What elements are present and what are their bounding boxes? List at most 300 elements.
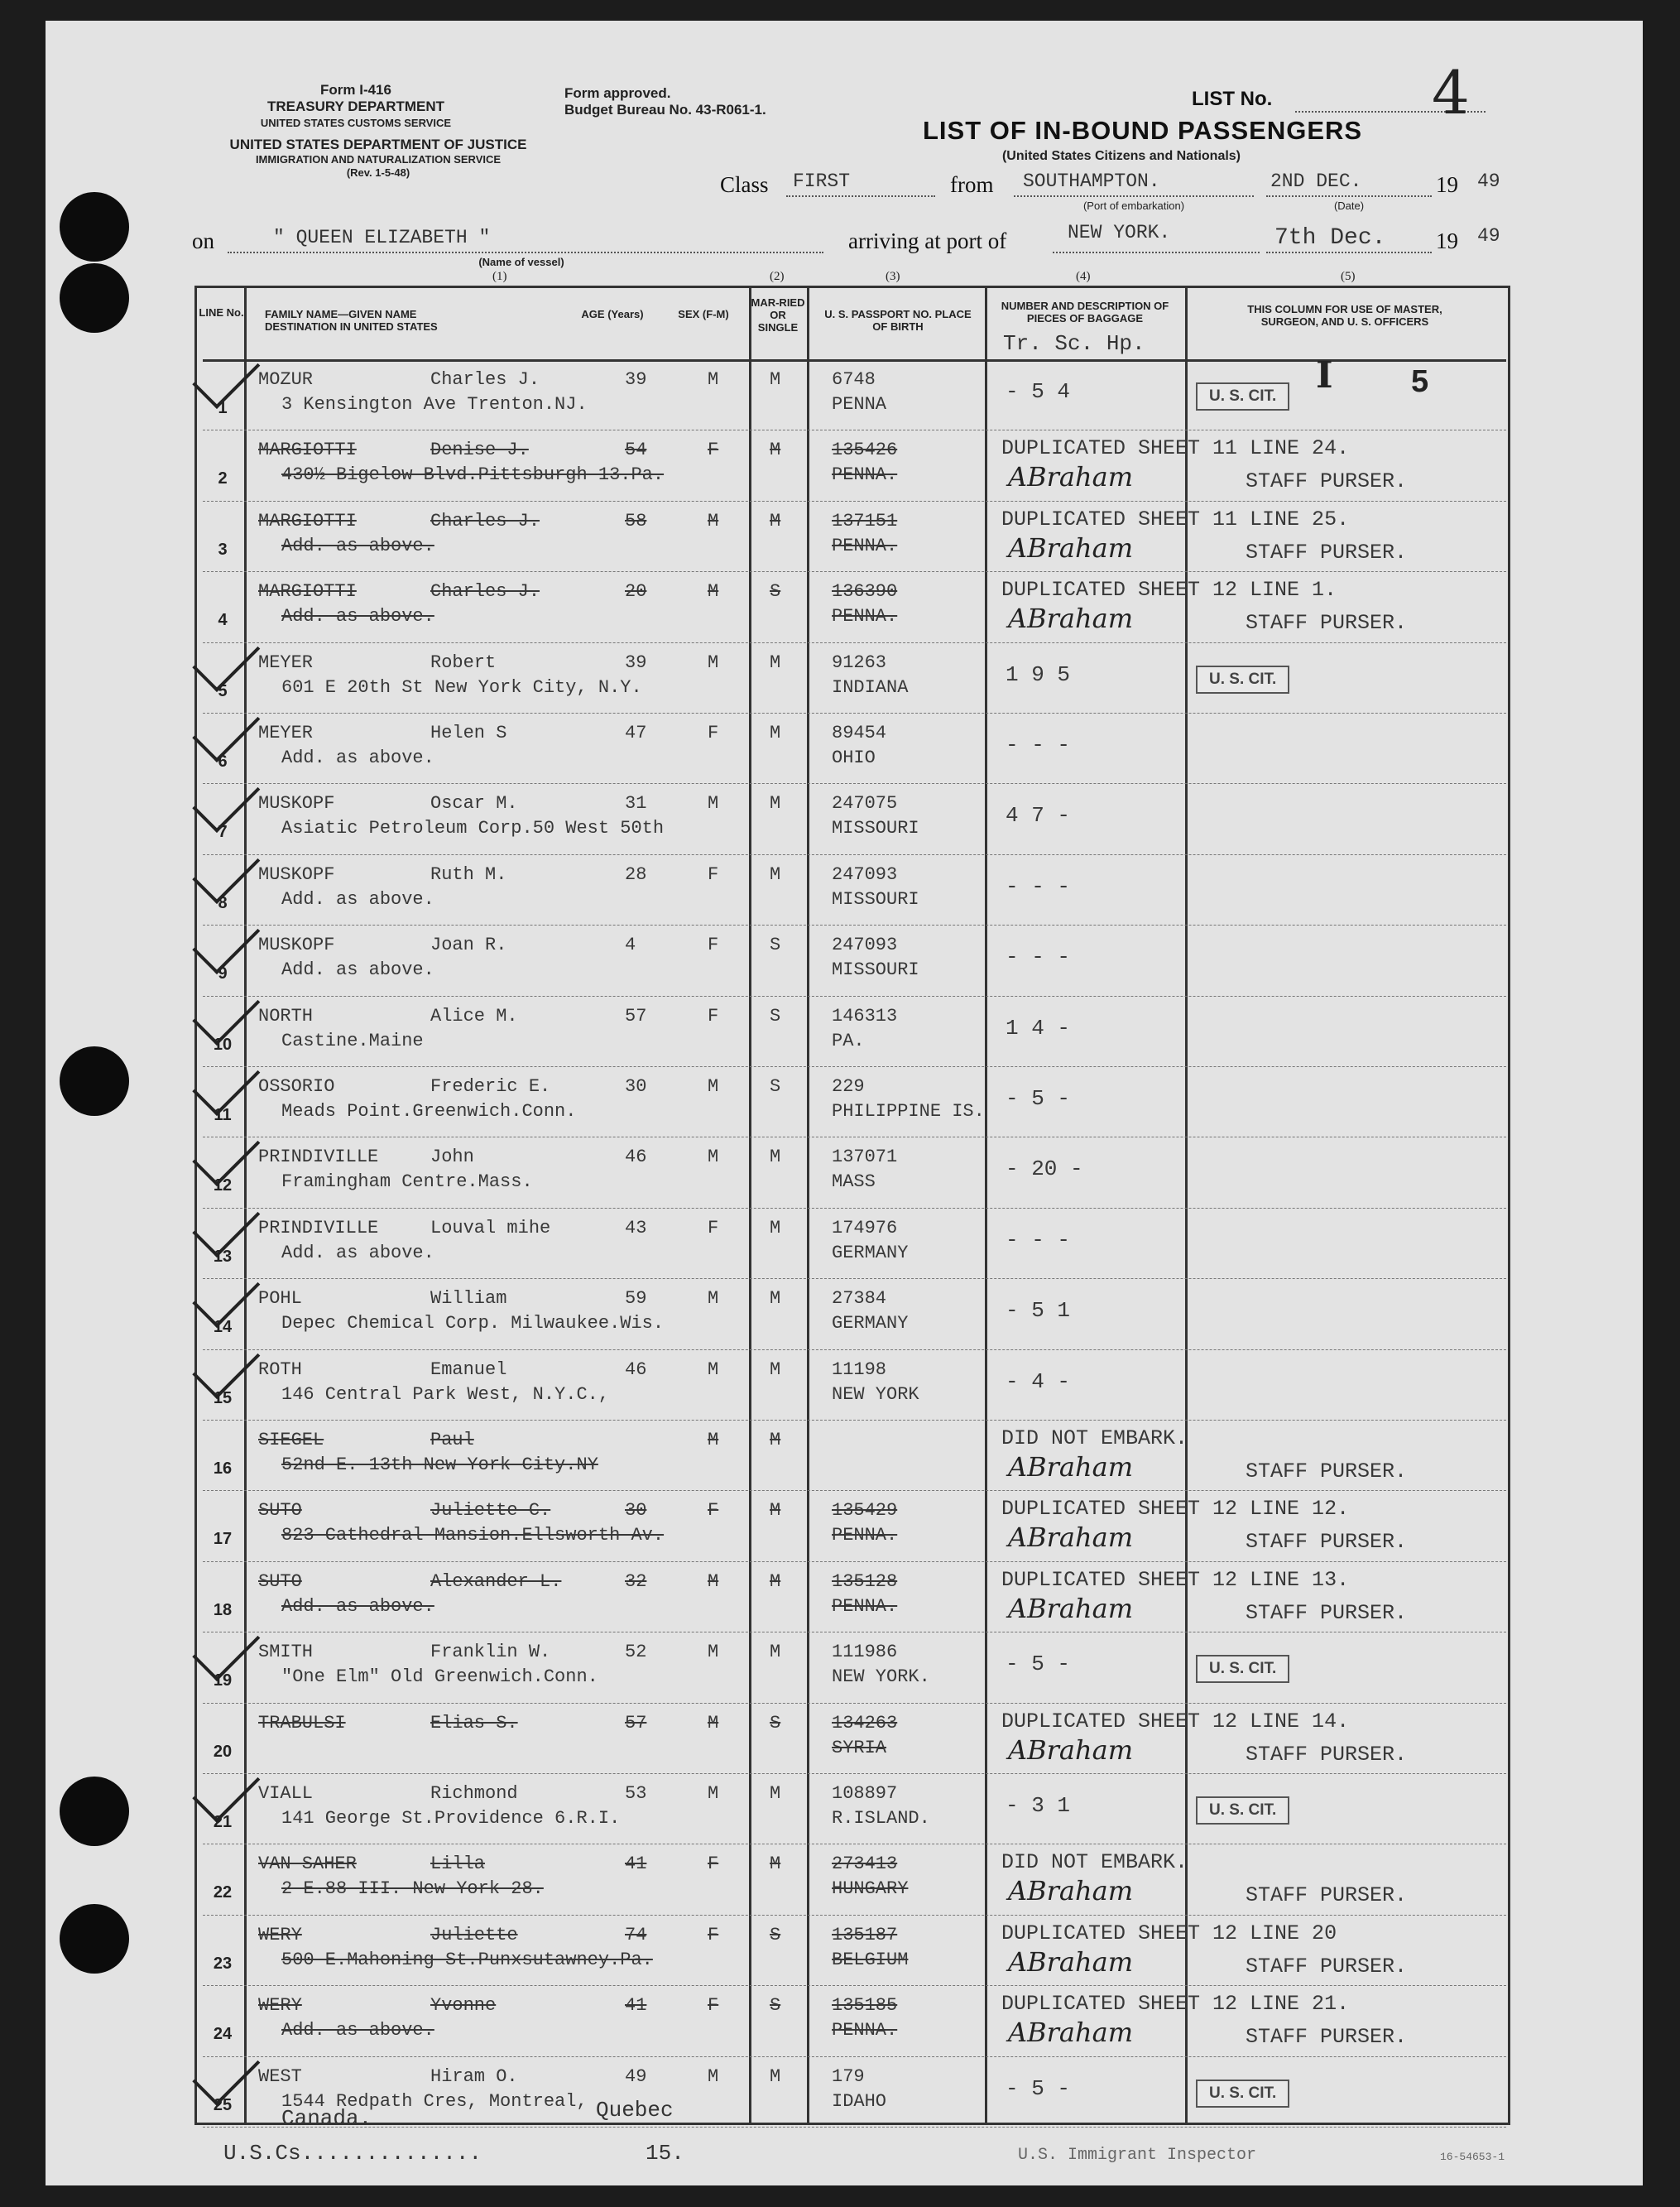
passport-number: 135187 [832, 1924, 898, 1945]
row-divider [203, 1703, 1506, 1704]
arrival-date-line [1266, 252, 1432, 253]
baggage-count: - - - [1006, 733, 1071, 757]
family-name: MUSKOPF [258, 793, 335, 815]
passport-number: 11198 [832, 1358, 887, 1380]
place-of-birth: GERMANY [832, 1313, 909, 1334]
place-of-birth: MISSOURI [832, 959, 919, 981]
passport-number: 179 [832, 2065, 865, 2087]
given-name: Paul [430, 1430, 474, 1450]
row-divider [203, 1490, 1506, 1491]
given-name: Juliette C. [430, 1500, 551, 1522]
vessel-name: " QUEEN ELIZABETH " [273, 227, 491, 248]
passport-number: 247093 [832, 935, 898, 956]
age: 41 [625, 1854, 647, 1875]
passport-number: 135429 [832, 1500, 898, 1522]
destination: Add. as above. [281, 606, 434, 627]
married-single: S [770, 581, 781, 603]
passport-number: 247075 [832, 793, 898, 815]
married-single: S [770, 1995, 781, 2017]
married-single: M [770, 1430, 781, 1450]
given-name: Alexander L. [430, 1570, 562, 1592]
depart-date: 2ND DEC. [1270, 171, 1362, 192]
staff-purser: STAFF PURSER. [1246, 1530, 1408, 1555]
class-line [786, 195, 935, 197]
purser-signature: ABraham [1008, 2017, 1134, 2049]
family-name: PRINDIVILLE [258, 1147, 379, 1168]
row-divider [203, 1066, 1506, 1067]
passport-number: 89454 [832, 723, 887, 743]
class-value: FIRST [793, 171, 851, 192]
married-single: S [770, 1005, 781, 1027]
married-single: M [770, 1500, 781, 1522]
family-name: MOZUR [258, 369, 314, 390]
row-divider [203, 854, 1506, 855]
family-name: VAN SAHER [258, 1854, 357, 1875]
year2: 49 [1477, 225, 1500, 247]
destination: Add. as above. [281, 959, 434, 981]
given-name: Charles J. [430, 581, 540, 603]
destination: 601 E 20th St New York City, N.Y. [281, 676, 642, 698]
row-divider [203, 713, 1506, 714]
given-name: Emanuel [430, 1358, 507, 1380]
family-name: MUSKOPF [258, 863, 335, 885]
arriving-label: arriving at port of [848, 228, 1007, 253]
officer-note: DID NOT EMBARK. [1001, 1426, 1188, 1450]
destination: Add. as above. [281, 748, 434, 768]
date-line [1266, 195, 1432, 197]
officer-note: DUPLICATED SHEET 12 LINE 12. [1001, 1497, 1350, 1522]
line-number: 8 [218, 893, 228, 912]
destination: Add. as above. [281, 1242, 434, 1263]
arrival-date: 7th Dec. [1274, 225, 1386, 251]
age: 57 [625, 1005, 647, 1027]
row-divider [203, 1349, 1506, 1350]
col-number-4: (4) [1076, 270, 1091, 283]
staff-purser: STAFF PURSER. [1246, 1459, 1408, 1483]
customs-service: UNITED STATES CUSTOMS SERVICE [260, 117, 452, 129]
punch-hole [60, 192, 129, 262]
staff-purser: STAFF PURSER. [1246, 611, 1408, 636]
line-number: 2 [218, 469, 228, 488]
married-single: M [770, 440, 781, 461]
destination: Add. as above. [281, 535, 434, 556]
place-of-birth: PA. [832, 1030, 865, 1051]
destination: Castine.Maine [281, 1030, 424, 1051]
officer-note: DUPLICATED SHEET 12 LINE 20 [1001, 1921, 1337, 1945]
sex: M [708, 652, 719, 673]
age: 46 [625, 1147, 647, 1168]
given-name: Yvonne [430, 1995, 497, 2017]
passport-number: 108897 [832, 1783, 898, 1804]
line-number: 13 [213, 1247, 233, 1266]
officer-note: DID NOT EMBARK. [1001, 1850, 1188, 1875]
family-name: SIEGEL [258, 1430, 324, 1450]
line-number: 22 [213, 1883, 233, 1902]
staff-purser: STAFF PURSER. [1246, 1600, 1408, 1625]
sex: F [708, 1924, 719, 1945]
baggage-count: - - - [1006, 873, 1071, 899]
age: 53 [625, 1783, 647, 1804]
age: 20 [625, 581, 647, 603]
row-divider [203, 783, 1506, 784]
family-name: WERY [258, 1995, 302, 2017]
purser-signature: ABraham [1008, 1945, 1134, 1978]
married-single: M [770, 510, 781, 531]
footer-canada: Canada. [281, 2106, 372, 2131]
line-number: 6 [218, 752, 228, 771]
from-line [1014, 195, 1254, 197]
row-divider [203, 1915, 1506, 1916]
age: 43 [625, 1217, 647, 1238]
married-single: M [770, 1358, 781, 1380]
destination: 3 Kensington Ave Trenton.NJ. [281, 394, 588, 415]
baggage-count: - 5 1 [1006, 1298, 1071, 1324]
given-name: Louval mihe [430, 1217, 551, 1238]
family-name: MARGIOTTI [258, 440, 357, 461]
baggage-count: - 3 1 [1006, 1793, 1071, 1818]
immigrant-inspector: U.S. Immigrant Inspector [1018, 2146, 1257, 2165]
given-name: Robert [430, 652, 497, 673]
officer-note: DUPLICATED SHEET 12 LINE 21. [1001, 1992, 1350, 2017]
destination: Add. as above. [281, 888, 434, 910]
sex: M [708, 581, 719, 603]
family-name: ROTH [258, 1358, 302, 1380]
us-citizens-label: U.S.Cs.............. [223, 2141, 482, 2166]
line-number: 24 [213, 2025, 233, 2044]
sex: F [708, 1005, 719, 1027]
place-of-birth: IDAHO [832, 2090, 887, 2112]
col-married: MAR-RIED OR SINGLE [751, 296, 805, 334]
row-divider [203, 925, 1506, 926]
destination: 52nd E. 13th New York City.NY [281, 1455, 598, 1475]
destination: Depec Chemical Corp. Milwaukee.Wis. [281, 1313, 665, 1334]
family-name: MARGIOTTI [258, 510, 357, 531]
family-name: SMITH [258, 1642, 314, 1663]
family-name: SUTO [258, 1500, 302, 1522]
revision: (Rev. 1-5-48) [346, 166, 410, 179]
staff-purser: STAFF PURSER. [1246, 1954, 1408, 1979]
line-number: 15 [213, 1388, 233, 1407]
destination: Asiatic Petroleum Corp.50 West 50th [281, 818, 665, 839]
punch-hole [60, 263, 129, 333]
year1-prefix: 19 [1436, 172, 1458, 197]
place-of-birth: SYRIA [832, 1737, 887, 1758]
col-line-no: LINE No. [199, 306, 244, 319]
place-of-birth: MISSOURI [832, 818, 919, 839]
baggage-count: - 20 - [1006, 1156, 1083, 1182]
sex: M [708, 369, 719, 390]
family-name: NORTH [258, 1005, 314, 1027]
married-single: M [770, 793, 781, 815]
passport-number: 137071 [832, 1147, 898, 1168]
family-name: TRABULSI [258, 1712, 346, 1733]
line-number: 25 [213, 2095, 233, 2114]
year1: 49 [1477, 171, 1500, 192]
age: 41 [625, 1995, 647, 2017]
officer-mark-i: I [1316, 354, 1333, 397]
line-number: 10 [213, 1035, 233, 1054]
age: 59 [625, 1288, 647, 1310]
line-number: 21 [213, 1813, 233, 1831]
line-number: 16 [213, 1459, 233, 1478]
destination: 2 E.88 III. New York 28. [281, 1878, 544, 1900]
row-divider [203, 1985, 1506, 1986]
destination: Meads Point.Greenwich.Conn. [281, 1101, 577, 1122]
age: 54 [625, 440, 647, 461]
sex: M [708, 1430, 719, 1450]
married-single: S [770, 1712, 781, 1733]
baggage-count: - 5 - [1006, 2075, 1071, 2101]
passport-number: 111986 [832, 1642, 898, 1663]
class-label: Class [720, 172, 769, 197]
sex: F [708, 935, 719, 956]
officer-note: DUPLICATED SHEET 11 LINE 24. [1001, 436, 1350, 461]
col-number-2: (2) [770, 270, 785, 283]
baggage-subheader: Tr. Sc. Hp. [1003, 331, 1145, 356]
sex: M [708, 1147, 719, 1168]
place-of-birth: PENNA. [832, 1595, 898, 1617]
given-name: William [430, 1288, 507, 1310]
officer-note: DUPLICATED SHEET 12 LINE 14. [1001, 1709, 1350, 1733]
destination: 1544 Redpath Cres, Montreal, [281, 2090, 588, 2112]
baggage-count: - 4 - [1006, 1368, 1071, 1394]
place-of-birth: NEW YORK [832, 1383, 919, 1405]
purser-signature: ABraham [1008, 1733, 1134, 1766]
sex: M [708, 1642, 719, 1663]
sex: M [708, 1358, 719, 1380]
married-single: M [770, 1854, 781, 1875]
embark-caption: (Port of embarkation) [1082, 200, 1185, 212]
place-of-birth: PENNA. [832, 2020, 898, 2041]
destination: Framingham Centre.Mass. [281, 1171, 533, 1193]
married-single: M [770, 1570, 781, 1592]
sex: M [708, 1783, 719, 1804]
passport-number: 174976 [832, 1217, 898, 1238]
destination: 430½ Bigelow Blvd.Pittsburgh 13.Pa. [281, 464, 665, 486]
col-divider [1185, 286, 1188, 2125]
family-name: OSSORIO [258, 1076, 335, 1097]
passport-number: 135426 [832, 440, 898, 461]
age: 30 [625, 1076, 647, 1097]
given-name: Frederic E. [430, 1076, 551, 1097]
row-divider [203, 501, 1506, 502]
col-number-3: (3) [886, 270, 900, 283]
row-divider [203, 642, 1506, 643]
age: 47 [625, 723, 647, 743]
sex: F [708, 1995, 719, 2017]
sex: M [708, 793, 719, 815]
sex: M [708, 1712, 719, 1733]
purser-signature: ABraham [1008, 1522, 1134, 1554]
purser-signature: ABraham [1008, 461, 1134, 493]
age: 58 [625, 510, 647, 531]
officer-note: DUPLICATED SHEET 12 LINE 1. [1001, 578, 1337, 603]
age: 31 [625, 793, 647, 815]
passport-number: 247093 [832, 863, 898, 885]
married-single: M [770, 1217, 781, 1238]
given-name: Hiram O. [430, 2065, 518, 2087]
family-name: MUSKOPF [258, 935, 335, 956]
col-number-1: (1) [492, 270, 507, 283]
purser-signature: ABraham [1008, 1875, 1134, 1907]
family-name: WEST [258, 2065, 302, 2087]
baggage-count: 1 4 - [1006, 1015, 1071, 1041]
col-officers: THIS COLUMN FOR USE OF MASTER, SURGEON, AND U. S. OFFICERS [1247, 303, 1442, 328]
married-single: M [770, 369, 781, 390]
col-age: AGE (Years) [581, 308, 644, 320]
purser-signature: ABraham [1008, 1451, 1134, 1483]
sex: M [708, 2065, 719, 2087]
sex: F [708, 1854, 719, 1875]
form-approved: Form approved. [564, 85, 671, 101]
sex: M [708, 1076, 719, 1097]
sex: M [708, 1570, 719, 1592]
vessel-caption: (Name of vessel) [478, 256, 564, 268]
header-rule [203, 359, 1506, 362]
justice-dept: UNITED STATES DEPARTMENT OF JUSTICE [229, 137, 527, 152]
line-number: 7 [218, 823, 228, 842]
row-divider [203, 2056, 1506, 2057]
place-of-birth: PENNA [832, 394, 887, 415]
baggage-count: - 5 4 [1006, 379, 1071, 404]
col-divider [985, 286, 987, 2125]
officer-mark-5: 5 [1411, 364, 1429, 399]
place-of-birth: HUNGARY [832, 1878, 909, 1900]
place-of-birth: PENNA. [832, 535, 898, 556]
baggage-count: - - - [1006, 1227, 1071, 1253]
baggage-count: - 5 - [1006, 1652, 1071, 1677]
row-divider [203, 1561, 1506, 1562]
given-name: Ruth M. [430, 863, 507, 885]
married-single: M [770, 1642, 781, 1663]
place-of-birth: PHILIPPINE IS. [832, 1101, 985, 1122]
page-subtitle: (United States Citizens and Nationals) [1001, 149, 1241, 163]
given-name: Oscar M. [430, 793, 518, 815]
line-number: 1 [218, 399, 228, 417]
punch-hole [60, 1904, 129, 1974]
row-divider [203, 1278, 1506, 1279]
married-single: M [770, 1147, 781, 1168]
age: 28 [625, 863, 647, 885]
age: 4 [625, 935, 636, 956]
line-number: 19 [213, 1671, 233, 1690]
place-of-birth: MISSOURI [832, 888, 919, 910]
officer-note: DUPLICATED SHEET 12 LINE 13. [1001, 1567, 1350, 1592]
footer-quebec: Quebec [596, 2098, 674, 2123]
given-name: Elias S. [430, 1712, 518, 1733]
row-divider [203, 571, 1506, 572]
family-name: PRINDIVILLE [258, 1217, 379, 1238]
age: 74 [625, 1924, 647, 1945]
place-of-birth: INDIANA [832, 676, 909, 698]
us-citizen-stamp: U. S. CIT. [1196, 666, 1289, 694]
married-single: M [770, 652, 781, 673]
baggage-count: 1 9 5 [1006, 661, 1071, 687]
place-of-birth: MASS [832, 1171, 876, 1193]
given-name: Charles J. [430, 369, 540, 390]
given-name: John [430, 1147, 474, 1168]
married-single: M [770, 863, 781, 885]
passport-number: 136390 [832, 581, 898, 603]
purser-signature: ABraham [1008, 531, 1134, 564]
place-of-birth: BELGIUM [832, 1949, 909, 1970]
place-of-birth: GERMANY [832, 1242, 909, 1263]
age: 46 [625, 1358, 647, 1380]
destination: 141 George St.Providence 6.R.I. [281, 1808, 621, 1829]
place-of-birth: PENNA. [832, 606, 898, 627]
col-divider [749, 286, 751, 2125]
vessel-line [228, 252, 823, 253]
age: 52 [625, 1642, 647, 1663]
passport-number: 6748 [832, 369, 876, 390]
us-citizen-stamp: U. S. CIT. [1196, 2080, 1289, 2108]
budget-bureau: Budget Bureau No. 43-R061-1. [564, 102, 766, 118]
passport-number: 273413 [832, 1854, 898, 1875]
row-divider [203, 1420, 1506, 1421]
us-citizens-count: 15. [646, 2141, 684, 2166]
passport-number: 91263 [832, 652, 887, 673]
given-name: Alice M. [430, 1005, 518, 1027]
row-divider [203, 2127, 1506, 2128]
passport-number: 137151 [832, 510, 898, 531]
purser-signature: ABraham [1008, 603, 1134, 635]
sex: F [708, 440, 719, 461]
col-sex: SEX (F-M) [678, 308, 729, 320]
age: 39 [625, 652, 647, 673]
col-name: FAMILY NAME—GIVEN NAME DESTINATION IN UNITED STATES [265, 308, 438, 333]
given-name: Charles J. [430, 510, 540, 531]
staff-purser: STAFF PURSER. [1246, 1742, 1408, 1767]
given-name: Juliette [430, 1924, 518, 1945]
given-name: Lilla [430, 1854, 486, 1875]
line-number: 4 [218, 611, 228, 630]
family-name: VIALL [258, 1783, 314, 1804]
form-code: 16-54653-1 [1440, 2151, 1505, 2163]
family-name: MEYER [258, 652, 314, 673]
destination: Add. as above. [281, 1595, 434, 1617]
row-divider [203, 1208, 1506, 1209]
given-name: Franklin W. [430, 1642, 551, 1663]
age: 39 [625, 369, 647, 390]
officer-note: DUPLICATED SHEET 11 LINE 25. [1001, 507, 1350, 531]
age: 32 [625, 1570, 647, 1592]
page-title: LIST OF IN-BOUND PASSENGERS [923, 116, 1363, 145]
purser-signature: ABraham [1008, 1592, 1134, 1624]
line-number: 3 [218, 540, 228, 559]
destination: 500 E.Mahoning St.Punxsutawney.Pa. [281, 1949, 653, 1970]
baggage-count: 4 7 - [1006, 803, 1071, 829]
place-of-birth: NEW YORK. [832, 1666, 930, 1688]
sex: F [708, 723, 719, 743]
given-name: Richmond [430, 1783, 518, 1804]
destination: 823 Cathedral Mansion.Ellsworth Av. [281, 1525, 665, 1546]
baggage-count: - 5 - [1006, 1086, 1071, 1111]
col-baggage: NUMBER AND DESCRIPTION OF PIECES OF BAGGAGE [1001, 300, 1169, 325]
given-name: Denise J. [430, 440, 529, 461]
line-number: 18 [213, 1600, 233, 1619]
family-name: MARGIOTTI [258, 581, 357, 603]
given-name: Helen S [430, 723, 507, 743]
year2-prefix: 19 [1436, 228, 1458, 253]
punch-hole [60, 1046, 129, 1116]
line-number: 11 [214, 1106, 232, 1124]
place-of-birth: PENNA. [832, 1525, 898, 1546]
age: 57 [625, 1712, 647, 1733]
married-single: M [770, 1288, 781, 1310]
sex: M [708, 1288, 719, 1310]
sex: F [708, 1217, 719, 1238]
passport-number: 27384 [832, 1288, 887, 1310]
